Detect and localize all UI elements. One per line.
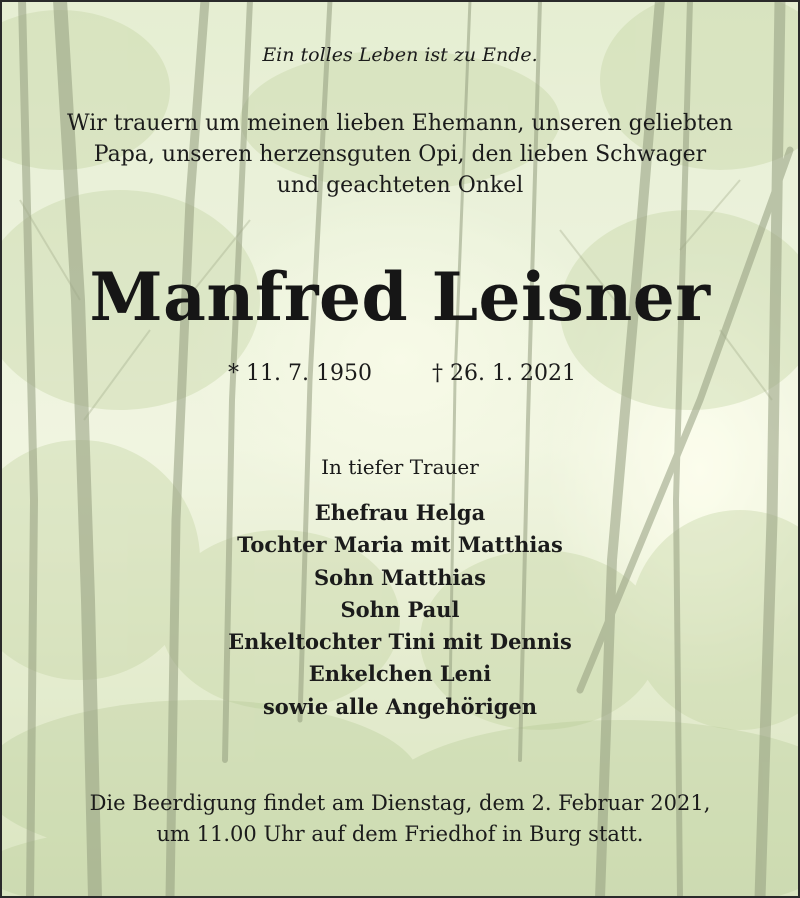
mourner-item: sowie alle Angehörigen — [262, 693, 538, 719]
mourner-item: Sohn Matthias — [314, 564, 486, 590]
in-grief-heading: In tiefer Trauer — [321, 455, 479, 479]
mourner-item: Enkelchen Leni — [308, 661, 492, 687]
mourning-line: und geachteten Onkel — [276, 173, 524, 198]
birth-date: * 11. 7. 1950 — [228, 361, 372, 386]
intro-line: Ein tolles Leben ist zu Ende. — [262, 44, 538, 66]
mourning-line: Papa, unseren herzensguten Opi, den lieben Schwager — [93, 142, 707, 167]
funeral-line: um 11.00 Uhr auf dem Friedhof in Burg statt. — [156, 822, 644, 846]
mourner-item: Sohn Paul — [340, 596, 460, 622]
funeral-line: Die Beerdigung findet am Dienstag, dem 2. Februar 2021, — [89, 791, 711, 815]
death-date: † 26. 1. 2021 — [432, 361, 576, 386]
mourner-item: Enkeltochter Tini mit Dennis — [228, 629, 572, 655]
mourner-item: Tochter Maria mit Matthias — [237, 532, 563, 558]
mourner-item: Ehefrau Helga — [314, 500, 486, 525]
mourning-line: Wir trauern um meinen lieben Ehemann, unseren geliebten — [67, 111, 733, 136]
deceased-name: Manfred Leisner — [89, 258, 711, 336]
